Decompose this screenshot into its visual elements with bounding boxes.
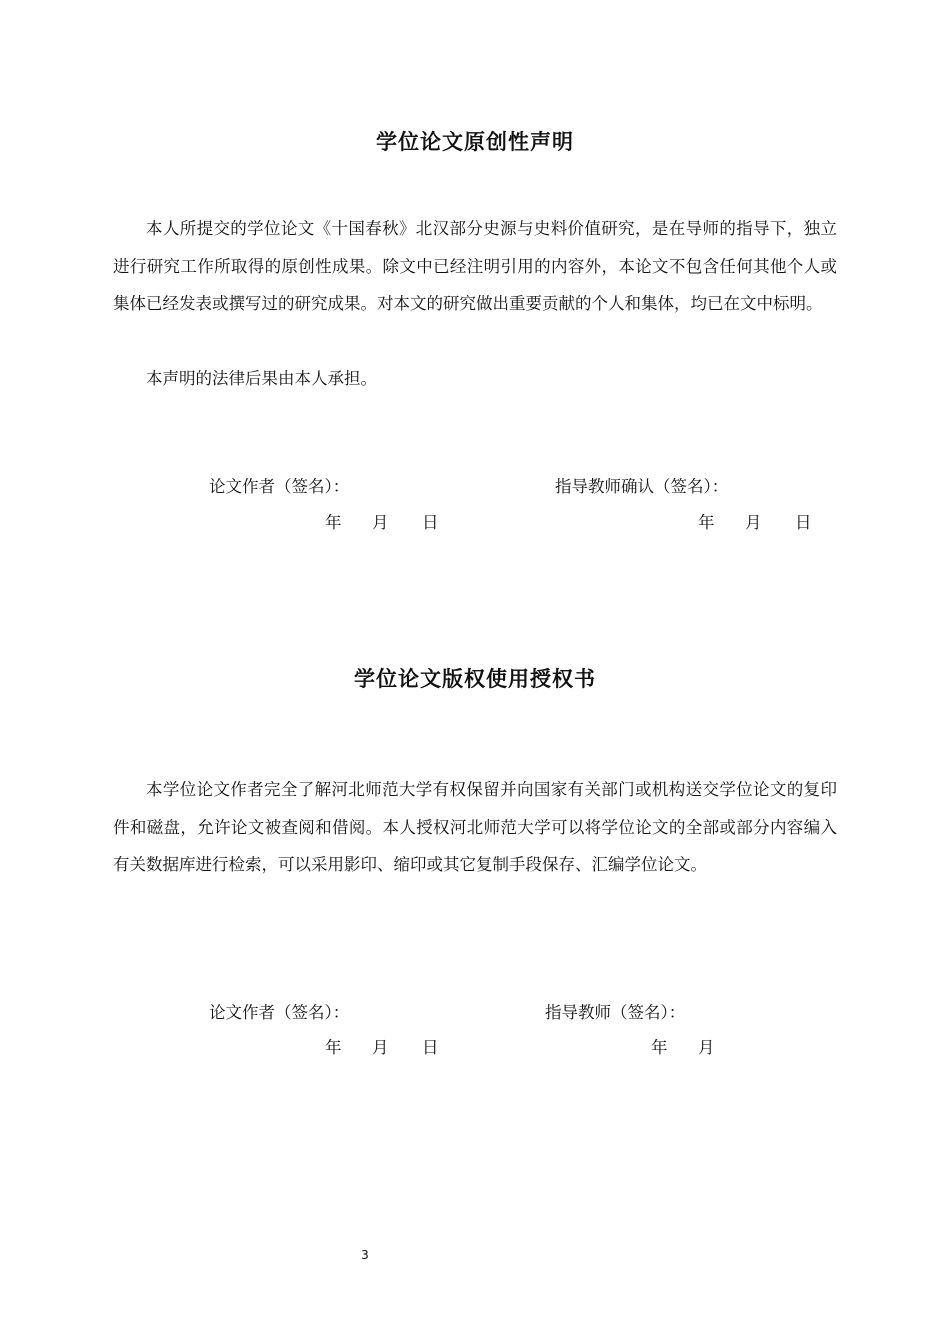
day-label: 日 bbox=[422, 513, 439, 532]
copyright-title: 学位论文版权使用授权书 bbox=[354, 667, 596, 691]
month-label: 月 bbox=[372, 513, 389, 532]
month-label: 月 bbox=[698, 1038, 715, 1057]
month-label: 月 bbox=[745, 513, 762, 532]
year-label: 年 bbox=[325, 513, 342, 532]
copyright-advisor-date bbox=[651, 1034, 715, 1058]
originality-title: 学位论文原创性声明 bbox=[376, 130, 574, 154]
originality-legal-paragraph: 本声明的法律后果由本人承担。 bbox=[146, 369, 377, 388]
copyright-advisor-signature-label: 指导教师（签名）： bbox=[545, 1003, 686, 1022]
year-label: 年 bbox=[651, 1038, 668, 1057]
page-number: 3 bbox=[361, 1248, 369, 1262]
year-label: 年 bbox=[698, 513, 715, 532]
month-label: 月 bbox=[372, 1038, 389, 1057]
day-label: 日 bbox=[422, 1038, 439, 1057]
originality-author-date bbox=[325, 509, 439, 533]
originality-author-signature-label: 论文作者（签名）： bbox=[209, 477, 350, 496]
originality-advisor-signature-label: 指导教师确认（签名）： bbox=[555, 477, 729, 496]
copyright-author-signature-label: 论文作者（签名）： bbox=[209, 1003, 350, 1022]
year-label: 年 bbox=[325, 1038, 342, 1057]
day-label: 日 bbox=[795, 513, 812, 532]
originality-advisor-date bbox=[698, 509, 812, 533]
copyright-author-date bbox=[325, 1034, 439, 1058]
originality-paragraph: 本人所提交的学位论文《十国春秋》北汉部分史源与史料价值研究，是在导师的指导下，独立进行研究工作所取得的原创性成果。除文中已经注明引用的内容外，本论文不包含任何其他个人或集体已经发表或撰写过的研究成果。对本文的研究做出重要贡献的个人和集体，均已在文中标明。 bbox=[113, 219, 837, 313]
copyright-paragraph: 本学位论文作者完全了解河北师范大学有权保留并向国家有关部门或机构送交学位论文的复印件和磁盘，允许论文被查阅和借阅。本人授权河北师范大学可以将学位论文的全部或部分内容编入有关数据库进行检索，可以采用影印、缩印或其它复制手段保存、汇编学位论文。 bbox=[113, 780, 837, 874]
